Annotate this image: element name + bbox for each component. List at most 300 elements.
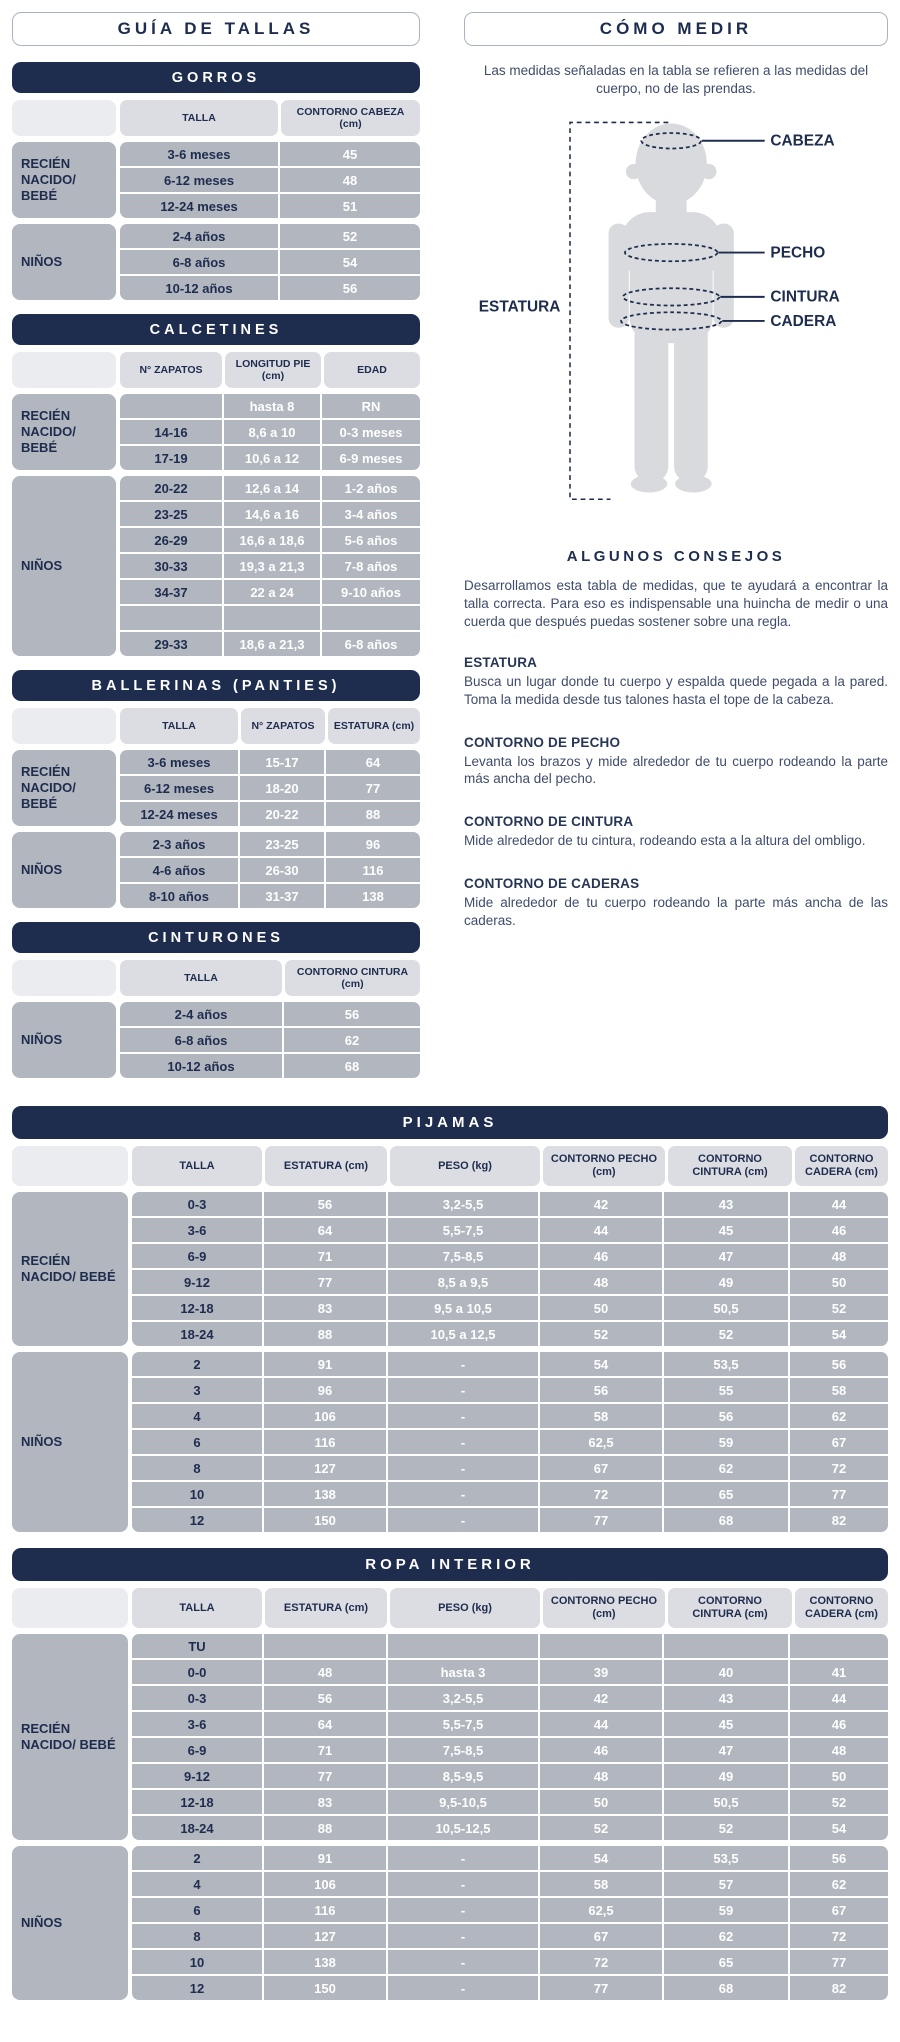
table-cell: 56 [284, 1002, 420, 1026]
corner-cell [12, 708, 116, 744]
consejo-section-text: Mide alrededor de tu cuerpo rodeando la parte más ancha de las caderas. [464, 894, 888, 928]
table-cell: 52 [540, 1322, 662, 1346]
table-cell: 6-8 años [120, 250, 278, 274]
table-row [120, 420, 420, 444]
table-cell: 116 [264, 1898, 386, 1922]
table-cell: 9-12 [132, 1764, 262, 1788]
table-cell: 64 [264, 1712, 386, 1736]
table-row [132, 1218, 888, 1242]
table-row [132, 1898, 888, 1922]
table-cell: 116 [326, 858, 420, 882]
table-row [132, 1950, 888, 1974]
table-cell: 10,6 a 12 [224, 446, 320, 470]
table-cell: 9-10 años [322, 580, 420, 604]
table-cell: - [388, 1404, 538, 1428]
consejo-section-text: Busca un lugar donde tu cuerpo y espalda quede pegada a la pared. Toma la medida desde tus talones hasta el tope de la cabeza. [464, 673, 888, 707]
table-row [132, 1634, 888, 1658]
table-cell: 42 [540, 1192, 662, 1216]
table-cell: 57 [664, 1872, 788, 1896]
table-cell: 52 [664, 1816, 788, 1840]
table-cell: 106 [264, 1872, 386, 1896]
table-cell: 34-37 [120, 580, 222, 604]
table-row [120, 476, 420, 500]
section-title-calcetines: CALCETINES [12, 314, 420, 345]
table-cell: 56 [264, 1686, 386, 1710]
table-row [132, 1404, 888, 1428]
column-header: N° ZAPATOS [120, 352, 222, 388]
size-table-ropa_interior [12, 1548, 888, 2000]
table-cell [224, 606, 320, 630]
table-cell: 77 [264, 1270, 386, 1294]
table-cell: 23-25 [240, 832, 324, 856]
table-cell: 56 [790, 1846, 888, 1870]
table-cell: 65 [664, 1950, 788, 1974]
table-row [132, 1816, 888, 1840]
table-cell: 56 [664, 1404, 788, 1428]
row-group-rows [120, 1002, 420, 1078]
table-row [120, 1028, 420, 1052]
table-cell: - [388, 1950, 538, 1974]
table-cell: 8,5 a 9,5 [388, 1270, 538, 1294]
table-cell: 106 [264, 1404, 386, 1428]
pecho-label: PECHO [770, 244, 826, 262]
table-row [132, 1976, 888, 2000]
column-header: EDAD [324, 352, 420, 388]
table-cell: 71 [264, 1738, 386, 1762]
table-cell: 54 [540, 1352, 662, 1376]
row-group-rows [120, 832, 420, 908]
table-cell: 9-12 [132, 1270, 262, 1294]
table-cell: 68 [664, 1508, 788, 1532]
table-cell: 29-33 [120, 632, 222, 656]
table-row [120, 580, 420, 604]
table-cell: 10-12 años [120, 276, 278, 300]
table-cell: 48 [790, 1244, 888, 1268]
row-group [12, 750, 420, 826]
table-row [120, 446, 420, 470]
column-headers [132, 1588, 888, 1628]
table-cell: 0-0 [132, 1660, 262, 1684]
table-cell: 31-37 [240, 884, 324, 908]
row-group [12, 394, 420, 470]
table-cell: 10 [132, 1482, 262, 1506]
table-row [120, 606, 420, 630]
table-cell: 14-16 [120, 420, 222, 444]
table-cell: 48 [540, 1270, 662, 1294]
table-cell: 51 [280, 194, 420, 218]
table-cell: 40 [664, 1660, 788, 1684]
table-header [12, 1146, 888, 1186]
table-cell: 44 [540, 1218, 662, 1242]
table-cell: - [388, 1976, 538, 2000]
table-row [132, 1322, 888, 1346]
table-cell: 19,3 a 21,3 [224, 554, 320, 578]
table-cell: - [388, 1508, 538, 1532]
table-cell: 2-4 años [120, 1002, 282, 1026]
table-cell [790, 1634, 888, 1658]
table-cell: 10 [132, 1950, 262, 1974]
table-header [12, 352, 420, 388]
column-header: CONTORNO CINTURA (cm) [285, 960, 420, 996]
table-cell: 52 [790, 1296, 888, 1320]
table-cell: 72 [790, 1456, 888, 1480]
corner-cell [12, 1146, 128, 1186]
table-cell: 10,5-12,5 [388, 1816, 538, 1840]
table-row [132, 1430, 888, 1454]
column-header: TALLA [132, 1588, 262, 1628]
table-cell [264, 1634, 386, 1658]
consejo-section [464, 876, 888, 930]
row-group-label: RECIÉN NACIDO/ BEBÉ [12, 1634, 128, 1840]
table-cell: 59 [664, 1430, 788, 1454]
table-cell: 3,2-5,5 [388, 1686, 538, 1710]
table-row [132, 1790, 888, 1814]
row-group-rows [132, 1634, 888, 1840]
column-header: TALLA [132, 1146, 262, 1186]
table-cell: 82 [790, 1976, 888, 2000]
table-cell: 64 [264, 1218, 386, 1242]
column-header: PESO (kg) [390, 1588, 540, 1628]
table-cell: 44 [540, 1712, 662, 1736]
table-cell: 12-24 meses [120, 802, 238, 826]
table-cell: 91 [264, 1352, 386, 1376]
column-headers [120, 960, 420, 996]
column-header: PESO (kg) [390, 1146, 540, 1186]
row-group-rows [120, 394, 420, 470]
table-cell: 46 [540, 1244, 662, 1268]
table-cell: 39 [540, 1660, 662, 1684]
column-header: CONTORNO CINTURA (cm) [668, 1588, 792, 1628]
table-cell: 54 [790, 1322, 888, 1346]
table-cell: 6-8 años [322, 632, 420, 656]
table-cell: 46 [790, 1218, 888, 1242]
column-headers [120, 708, 420, 744]
size-table-cinturones [12, 922, 420, 1078]
table-cell: 45 [664, 1218, 788, 1242]
table-cell: 4-6 años [120, 858, 238, 882]
row-group [12, 1192, 888, 1346]
table-cell [388, 1634, 538, 1658]
table-cell: 6-12 meses [120, 168, 278, 192]
table-cell: 56 [280, 276, 420, 300]
table-cell: 46 [540, 1738, 662, 1762]
table-cell: 67 [790, 1430, 888, 1454]
table-cell: - [388, 1482, 538, 1506]
table-cell: 48 [540, 1764, 662, 1788]
table-cell: 58 [790, 1378, 888, 1402]
table-cell: 2 [132, 1846, 262, 1870]
table-cell: 18-20 [240, 776, 324, 800]
column-header: LONGITUD PIE (cm) [225, 352, 321, 388]
table-cell: 64 [326, 750, 420, 774]
table-cell: - [388, 1352, 538, 1376]
table-row [120, 168, 420, 192]
consejo-section [464, 814, 888, 850]
table-cell: 42 [540, 1686, 662, 1710]
table-cell: 68 [664, 1976, 788, 2000]
table-cell: 77 [540, 1976, 662, 2000]
table-cell: 41 [790, 1660, 888, 1684]
consejo-section-text: Levanta los brazos y mide alrededor de tu cuerpo rodeando la parte más ancha del pecho. [464, 753, 888, 787]
table-cell: 12-18 [132, 1790, 262, 1814]
table-cell: - [388, 1872, 538, 1896]
table-cell: 77 [326, 776, 420, 800]
table-cell: 88 [326, 802, 420, 826]
table-cell: 50,5 [664, 1790, 788, 1814]
table-cell: 77 [790, 1482, 888, 1506]
table-row [132, 1738, 888, 1762]
table-cell: 83 [264, 1296, 386, 1320]
corner-cell [12, 352, 116, 388]
table-cell: 5,5-7,5 [388, 1712, 538, 1736]
table-cell: 12-18 [132, 1296, 262, 1320]
section-title-ballerinas: BALLERINAS (PANTIES) [12, 670, 420, 701]
table-cell: 54 [280, 250, 420, 274]
table-cell: 8 [132, 1924, 262, 1948]
table-cell: 59 [664, 1898, 788, 1922]
row-group-label: NIÑOS [12, 224, 116, 300]
cintura-label: CINTURA [770, 289, 840, 307]
table-row [132, 1482, 888, 1506]
table-row [132, 1352, 888, 1376]
table-cell: 62 [664, 1456, 788, 1480]
table-cell: 56 [790, 1352, 888, 1376]
row-group [12, 1846, 888, 2000]
table-cell: 8 [132, 1456, 262, 1480]
size-guide-column [12, 12, 420, 1092]
table-cell: 96 [264, 1378, 386, 1402]
table-row [132, 1192, 888, 1216]
table-row [120, 632, 420, 656]
table-cell: 0-3 [132, 1686, 262, 1710]
column-header: TALLA [120, 708, 238, 744]
column-header: ESTATURA (cm) [265, 1588, 387, 1628]
column-header: CONTORNO CADERA (cm) [795, 1588, 888, 1628]
table-cell: 0-3 meses [322, 420, 420, 444]
table-cell: - [388, 1430, 538, 1454]
table-cell: 8,6 a 10 [224, 420, 320, 444]
table-cell: 47 [664, 1738, 788, 1762]
section-title-cinturones: CINTURONES [12, 922, 420, 953]
consejos-title: ALGUNOS CONSEJOS [566, 548, 786, 566]
table-cell: 62 [790, 1872, 888, 1896]
table-cell: 7,5-8,5 [388, 1244, 538, 1268]
table-cell: 54 [790, 1816, 888, 1840]
table-cell: 150 [264, 1508, 386, 1532]
left-tables-container [12, 62, 420, 1078]
table-row [132, 1764, 888, 1788]
table-cell: 2-3 años [120, 832, 238, 856]
table-header [12, 100, 420, 136]
corner-cell [12, 1588, 128, 1628]
table-cell: 77 [264, 1764, 386, 1788]
table-cell: 50 [790, 1270, 888, 1294]
table-cell: 12-24 meses [120, 194, 278, 218]
table-row [132, 1712, 888, 1736]
consejos-list [464, 655, 888, 930]
table-cell: 62 [790, 1404, 888, 1428]
corner-cell [12, 100, 116, 136]
bottom-tables-container [12, 1106, 888, 2000]
column-header: N° ZAPATOS [241, 708, 325, 744]
estatura-label: ESTATURA [478, 298, 561, 316]
table-cell: 50,5 [664, 1296, 788, 1320]
table-cell: 77 [540, 1508, 662, 1532]
table-row [120, 554, 420, 578]
table-cell: 4 [132, 1404, 262, 1428]
table-cell: 47 [664, 1244, 788, 1268]
table-row [132, 1296, 888, 1320]
consejo-section-title: CONTORNO DE CINTURA [464, 814, 634, 830]
table-header [12, 960, 420, 996]
table-cell: 49 [664, 1764, 788, 1788]
row-group-rows [120, 224, 420, 300]
row-group [12, 1002, 420, 1078]
column-header: CONTORNO PECHO (cm) [543, 1146, 665, 1186]
table-cell: 1-2 años [322, 476, 420, 500]
table-cell: 9,5 a 10,5 [388, 1296, 538, 1320]
table-cell: 88 [264, 1322, 386, 1346]
table-row [120, 528, 420, 552]
body-measurement-diagram [464, 108, 888, 532]
section-title-ropa_interior: ROPA INTERIOR [12, 1548, 888, 1581]
table-cell: 67 [790, 1898, 888, 1922]
table-row [120, 802, 420, 826]
row-group-label: RECIÉN NACIDO/ BEBÉ [12, 750, 116, 826]
table-cell: 58 [540, 1404, 662, 1428]
table-cell: 67 [540, 1456, 662, 1480]
column-header: ESTATURA (cm) [328, 708, 420, 744]
table-cell: 3-6 [132, 1712, 262, 1736]
table-cell: 2 [132, 1352, 262, 1376]
table-cell: 4 [132, 1872, 262, 1896]
table-cell: 138 [264, 1482, 386, 1506]
column-header: CONTORNO CABEZA (cm) [281, 100, 420, 136]
table-cell: - [388, 1846, 538, 1870]
corner-cell [12, 960, 116, 996]
table-cell: 8-10 años [120, 884, 238, 908]
table-cell: 48 [280, 168, 420, 192]
consejo-section [464, 655, 888, 709]
how-to-measure-title: CÓMO MEDIR [464, 12, 888, 46]
table-cell: 55 [664, 1378, 788, 1402]
table-cell: 127 [264, 1924, 386, 1948]
table-cell: 7,5-8,5 [388, 1738, 538, 1762]
table-cell: 43 [664, 1686, 788, 1710]
table-cell: RN [322, 394, 420, 418]
table-cell: 6 [132, 1430, 262, 1454]
table-cell: 0-3 [132, 1192, 262, 1216]
table-cell: 72 [540, 1950, 662, 1974]
table-row [132, 1244, 888, 1268]
table-row [132, 1924, 888, 1948]
table-cell: 44 [790, 1686, 888, 1710]
table-cell: 18-24 [132, 1816, 262, 1840]
table-cell: 2-4 años [120, 224, 278, 248]
cadera-label: CADERA [770, 313, 837, 331]
table-cell: 138 [264, 1950, 386, 1974]
consejos-intro: Desarrollamos esta tabla de medidas, que te ayudará a encontrar la talla correcta. Para eso es indispensable una huincha de medir o una cuerda que después puedas sostener sobre una regla. [464, 578, 888, 630]
row-group-rows [120, 142, 420, 218]
table-cell: 62,5 [540, 1898, 662, 1922]
consejo-section [464, 735, 888, 789]
table-row [132, 1872, 888, 1896]
section-title-gorros: GORROS [12, 62, 420, 93]
table-row [132, 1686, 888, 1710]
table-cell: 26-30 [240, 858, 324, 882]
row-group [12, 832, 420, 908]
table-cell: 77 [790, 1950, 888, 1974]
table-cell: 53,5 [664, 1846, 788, 1870]
table-row [120, 142, 420, 166]
column-headers [120, 352, 420, 388]
table-row [120, 250, 420, 274]
consejo-section-title: CONTORNO DE CADERAS [464, 875, 640, 891]
table-cell: 10,5 a 12,5 [388, 1322, 538, 1346]
table-row [120, 858, 420, 882]
table-cell: 3-6 [132, 1218, 262, 1242]
row-group-rows [132, 1846, 888, 2000]
table-cell: 138 [326, 884, 420, 908]
table-row [120, 884, 420, 908]
table-cell: 12 [132, 1976, 262, 2000]
column-header: ESTATURA (cm) [265, 1146, 387, 1186]
table-cell: 44 [790, 1192, 888, 1216]
table-cell [120, 394, 222, 418]
table-cell: 116 [264, 1430, 386, 1454]
table-cell: 8,5-9,5 [388, 1764, 538, 1788]
table-row [120, 750, 420, 774]
table-header [12, 1588, 888, 1628]
table-cell: 3 [132, 1378, 262, 1402]
table-cell: - [388, 1924, 538, 1948]
table-cell: 5-6 años [322, 528, 420, 552]
table-row [120, 276, 420, 300]
table-row [132, 1270, 888, 1294]
row-group-label: NIÑOS [12, 1846, 128, 2000]
table-cell: 52 [540, 1816, 662, 1840]
row-group-label: RECIÉN NACIDO/ BEBÉ [12, 394, 116, 470]
table-cell: 10-12 años [120, 1054, 282, 1078]
table-cell: 22 a 24 [224, 580, 320, 604]
table-row [132, 1378, 888, 1402]
table-cell [540, 1634, 662, 1658]
column-header: CONTORNO CINTURA (cm) [668, 1146, 792, 1186]
table-cell: 30-33 [120, 554, 222, 578]
table-cell: 6-8 años [120, 1028, 282, 1052]
row-group-rows [132, 1192, 888, 1346]
table-cell: hasta 3 [388, 1660, 538, 1684]
table-row [132, 1456, 888, 1480]
table-cell: 62 [284, 1028, 420, 1052]
column-headers [132, 1146, 888, 1186]
consejo-section-title: ESTATURA [464, 654, 538, 670]
table-cell: 3,2-5,5 [388, 1192, 538, 1216]
row-group [12, 1352, 888, 1532]
table-cell: 96 [326, 832, 420, 856]
row-group-rows [120, 750, 420, 826]
column-headers [120, 100, 420, 136]
table-cell: 72 [790, 1924, 888, 1948]
table-row [120, 502, 420, 526]
cabeza-label: CABEZA [770, 133, 835, 151]
table-row [132, 1846, 888, 1870]
table-cell: 82 [790, 1508, 888, 1532]
measure-intro-text: Las medidas señaladas en la tabla se refieren a las medidas del cuerpo, no de las prendas. [483, 63, 869, 97]
table-cell: 58 [540, 1872, 662, 1896]
table-cell: 43 [664, 1192, 788, 1216]
table-cell: 20-22 [240, 802, 324, 826]
